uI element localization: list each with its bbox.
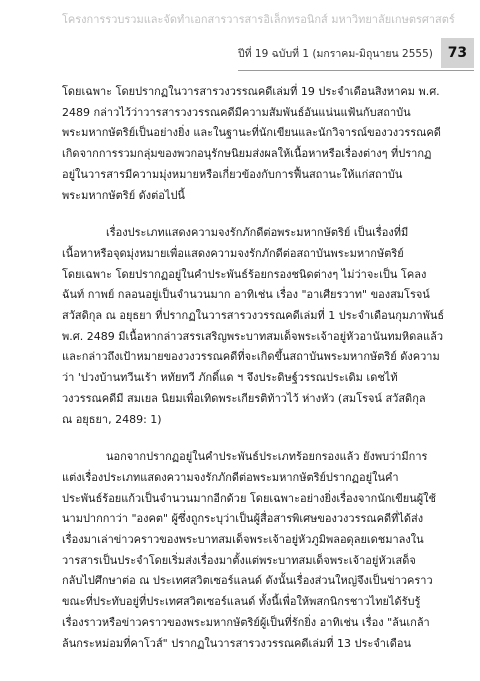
text-line: นอกจากปรากฏอยู่ในคำประพันธ์ประเภทร้อยกรองแล้ว ยังพบว่ามีการ [106,450,428,464]
text-line: อยู่ในวารสารมีความมุ่งหมายหรือเกี่ยวข้องกับการฟื้นสถานะให้แก่สถาบัน [62,167,403,181]
paragraph-3 [62,447,446,654]
text-line: นามปากกาว่า "องคต" ผู้ซึ่งถูกระบุว่าเป็นผู้สื่อสารพิเศษของวงวรรณคดีที่ได้ส่ง [62,512,424,526]
text-line: โดยเฉพาะ โดยปรากฏอยู่ในคำประพันธ์ร้อยกรองชนิดต่างๆ ไม่ว่าจะเป็น โคลง [62,267,427,281]
text-line: ฉันท์ กาพย์ กลอนอยู่เป็นจำนวนมาก อาทิเช่น เรื่อง "อาเศียรวาท" ของสมโรจน์ [62,288,430,302]
header-rule [238,70,474,71]
text-line: สวัสดิกุล ณ อยุธยา ที่ปรากฏในวารสารวงวรรณคดีเล่มที่ 1 ประจำเดือนกุมภาพันธ์ [62,309,445,323]
paragraph-1 [62,82,446,206]
header-project-line: โครงการรวบรวมและจัดทำเอกสารวารสารอิเล็กทรอนิกส์ มหาวิทยาลัยเกษตรศาสตร์ [62,13,455,26]
page-number: 73 [447,45,468,61]
paragraph-2 [62,223,446,430]
text-line: ประพันธ์ร้อยแก้วเป็นจำนวนมากอีกด้วย โดยเฉพาะอย่างยิ่งเรื่องจากนักเขียนผู้ใช้ [62,491,437,505]
running-header [238,38,474,68]
text-line: กลับไปศึกษาต่อ ณ ประเทศสวิตเซอร์แลนด์ ดังนั้นเรื่องส่วนใหญ่จึงเป็นข่าวคราว [62,574,433,588]
body-text [62,82,446,654]
text-line: โดยเฉพาะ โดยปรากฏในวารสารวงวรรณคดีเล่มที่ 19 ประจำเดือนสิงหาคม พ.ศ. [62,85,440,98]
text-line: พ.ศ. 2489 มีเนื้อหากล่าวสรรเสริญพระบาทสมเด็จพระเจ้าอยู่หัวอานันทมหิดลแล้ว [62,329,444,343]
text-line: เกิดจากการรวมกลุ่มของพวกอนุรักษนิยมส่งผลให้เนื้อหาหรือเรื่องต่างๆ ที่ปรากฏ [62,147,432,161]
text-line: ล้นกระหม่อมที่คาโวส์" ปรากฏในวารสารวงวรรณคดีเล่มที่ 13 ประจำเดือน [62,636,411,650]
page-number-box [441,38,474,68]
text-line: ว่า 'ปวงบ้านทวีนเร้า หทัยทวี ภักดิ์แด ฯ จึงประดิษฐ์วรรณประเดิม เดชไท้ [62,371,398,385]
text-line: พระมหากษัตริย์เป็นอย่างยิ่ง และในฐานะที่นักเขียนและนักวิจารณ์ของวงวรรณคดี [62,126,441,140]
text-line: วงวรรณคดีมี สมเยล นิยมเพื่อเทิดพระเกียรติท้าวไว้ ห่างหัว (สมโรจน์ สวัสดิกุล [62,391,426,405]
text-line: ณ อยุธยา, 2489: 1) [62,412,162,426]
header-issue-line: ปีที่ 19 ฉบับที่ 1 (มกราคม-มิถุนายน 2555) [238,47,433,60]
text-line: และกล่าวถึงเป้าหมายของวงวรรณคดีที่จะเกิดขึ้นสถาบันพระมหากษัตริย์ ดังความ [62,350,440,364]
text-line: ขณะที่ประทับอยู่ที่ประเทศสวิตเซอร์แลนด์ ทั้งนี้เพื่อให้พสกนิกรชาวไทยได้รับรู้ [62,595,421,609]
text-line: แต่งเรื่องประเภทแสดงความจงรักภักดีต่อพระมหากษัตริย์ปรากฏอยู่ในคำ [62,470,399,484]
text-line: วารสารเป็นประจำโดยเริ่มส่งเรื่องมาตั้งแต่พระบาทสมเด็จพระเจ้าอยู่หัวเสด็จ [62,553,416,567]
text-line: เรื่องประเภทแสดงความจงรักภักดีต่อพระมหากษัตริย์ เป็นเรื่องที่มี [106,226,409,240]
text-line: เรื่องราวหรือข่าวคราวของพระมหากษัตริย์ผู้เป็นที่รักยิ่ง อาทิเช่น เรื่อง "ล้นเกล้า [62,615,430,629]
text-line: เนื้อหาหรือจุดมุ่งหมายเพื่อแสดงความจงรักภักดีต่อสถาบันพระมหากษัตริย์ [62,246,404,260]
text-line: พระมหากษัตริย์ ดังต่อไปนี้ [62,188,185,202]
text-line: 2489 กล่าวไว้ว่าวารสารวงวรรณคดีมีความสัมพันธ์อันแน่นแฟ้นกับสถาบัน [62,105,411,119]
text-line: เรื่องมาเล่าข่าวคราวของพระบาทสมเด็จพระเจ้าอยู่หัวภูมิพลอดุลยเดชมาลงใน [62,533,424,547]
